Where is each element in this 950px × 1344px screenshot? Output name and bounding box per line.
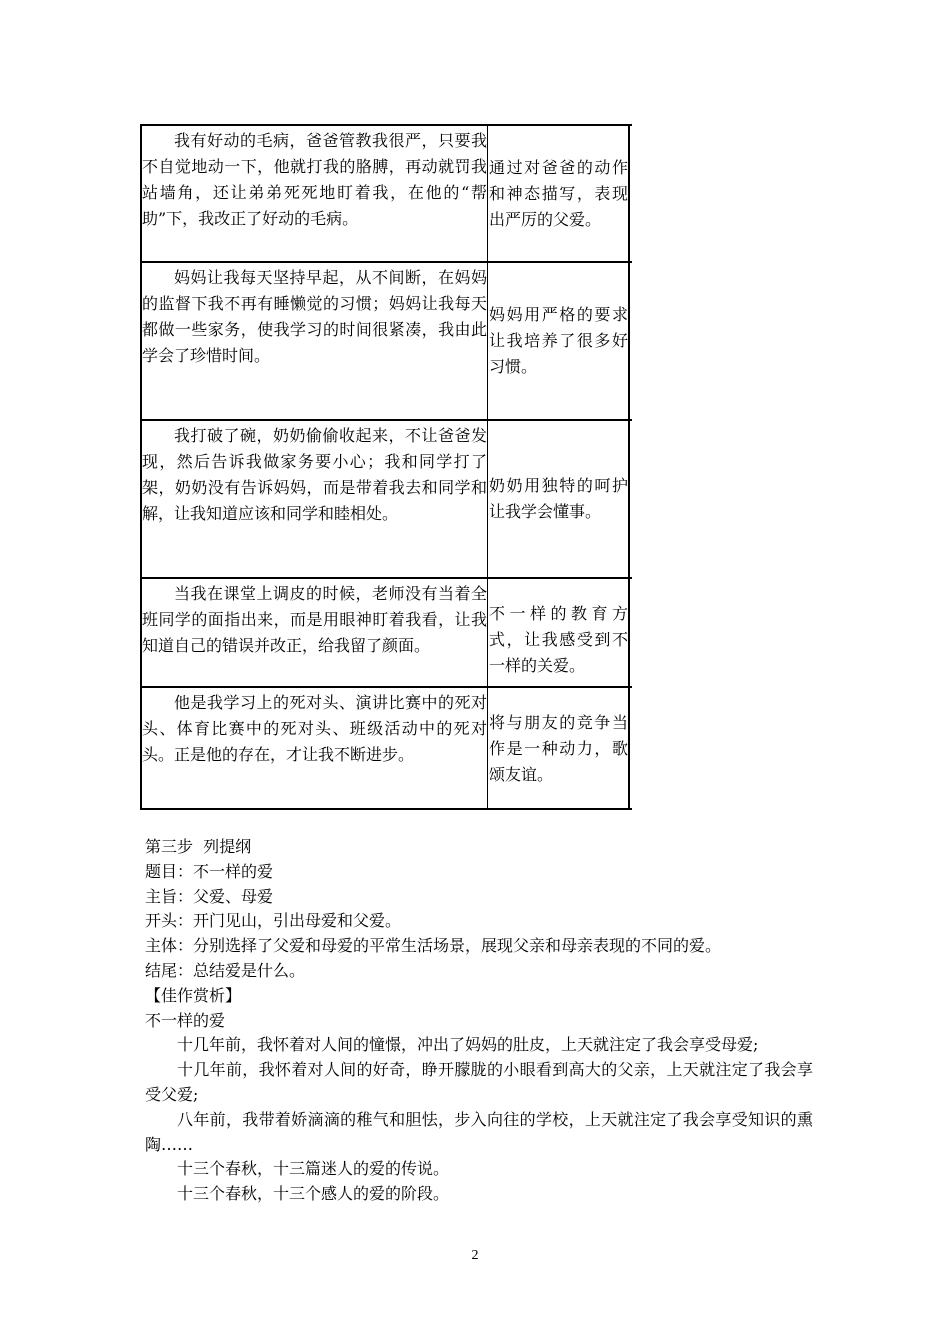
comparison-table [140,124,632,810]
table-cell-right-text: 妈妈用严格的要求让我培养了很多好习惯。 [489,305,628,376]
document-body [145,835,813,1207]
table-cell-right-text: 不一样的教育方式，让我感受到不一样的关爱。 [489,604,628,675]
table-cell-right-text: 奶奶用独特的呵护让我学会懂事。 [489,476,628,521]
table-row [142,688,632,808]
table-row [142,263,632,421]
table-cell-left: 他是我学习上的死对头、演讲比赛中的死对头、体育比赛中的死对头、班级活动中的死对头。正是他的存在，才让我不断进步。 [142,688,488,808]
table-cell-right [488,126,630,261]
table-cell-left: 我有好动的毛病，爸爸管教我很严，只要我不自觉地动一下，他就打我的胳膊，再动就罚我站墙角，还让弟弟死死地盯着我，在他的“帮助”下，我改正了好动的毛病。 [142,126,488,261]
essay-paragraph: 十三个春秋，十三个感人的爱的阶段。 [177,1184,450,1204]
outline-opening: 开头：开门见山，引出母爱和父爱。 [145,911,402,931]
table-cell-left: 当我在课堂上调皮的时候，老师没有当着全班同学的面指出来，而是用眼神盯着我看，让我知道自己的错误并改正，给我留了颜面。 [142,579,488,686]
essay-paragraph: 八年前，我带着娇滴滴的稚气和胆怯，步入向往的学校，上天就注定了我会享受知识的熏陶…… [145,1109,813,1154]
essay-paragraph: 十三个春秋，十三篇迷人的爱的传说。 [177,1159,450,1179]
table-cell-right [488,579,630,686]
outline-ending: 结尾：总结爱是什么。 [145,960,306,980]
table-cell-left: 我打破了碗，奶奶偷偷收起来，不让爸爸发现，然后告诉我做家务要小心；我和同学打了架，奶奶没有告诉妈妈，而是带着我去和同学和解，让我知道应该和同学和睦相处。 [142,421,488,577]
table-cell-right [488,688,630,808]
essay-paragraph: 十几年前，我怀着对人间的憧憬，冲出了妈妈的肚皮，上天就注定了我会享受母爱; [177,1035,759,1055]
section-heading: 【佳作赏析】 [145,985,242,1005]
table-row [142,421,632,579]
table-cell-right-text: 将与朋友的竞争当作是一种动力，歌颂友谊。 [489,713,628,784]
outline-step-heading: 第三步 列提纲 [145,837,252,856]
outline-title: 题目：不一样的爱 [145,861,274,881]
table-cell-right-text: 通过对爸爸的动作和神态描写，表现出严厉的父爱。 [489,157,628,229]
table-cell-right [488,421,630,577]
page-number: 2 [471,1248,479,1263]
table-cell-left: 妈妈让我每天坚持早起，从不间断，在妈妈的监督下我不再有睡懒觉的习惯；妈妈让我每天都做一些家务，使我学习的时间很紧凑，我由此学会了珍惜时间。 [142,263,488,419]
essay-title: 不一样的爱 [145,1010,226,1030]
essay-paragraph: 十几年前，我怀着对人间的好奇，睁开朦胧的小眼看到高大的父亲，上天就注定了我会享受父爱; [145,1060,813,1104]
table-row [142,126,632,263]
table-row [142,579,632,688]
outline-theme: 主旨：父爱、母爱 [145,886,274,906]
table-cell-right [488,263,630,419]
outline-main: 主体：分别选择了父爱和母爱的平常生活场景，展现父亲和母亲表现的不同的爱。 [145,936,722,956]
